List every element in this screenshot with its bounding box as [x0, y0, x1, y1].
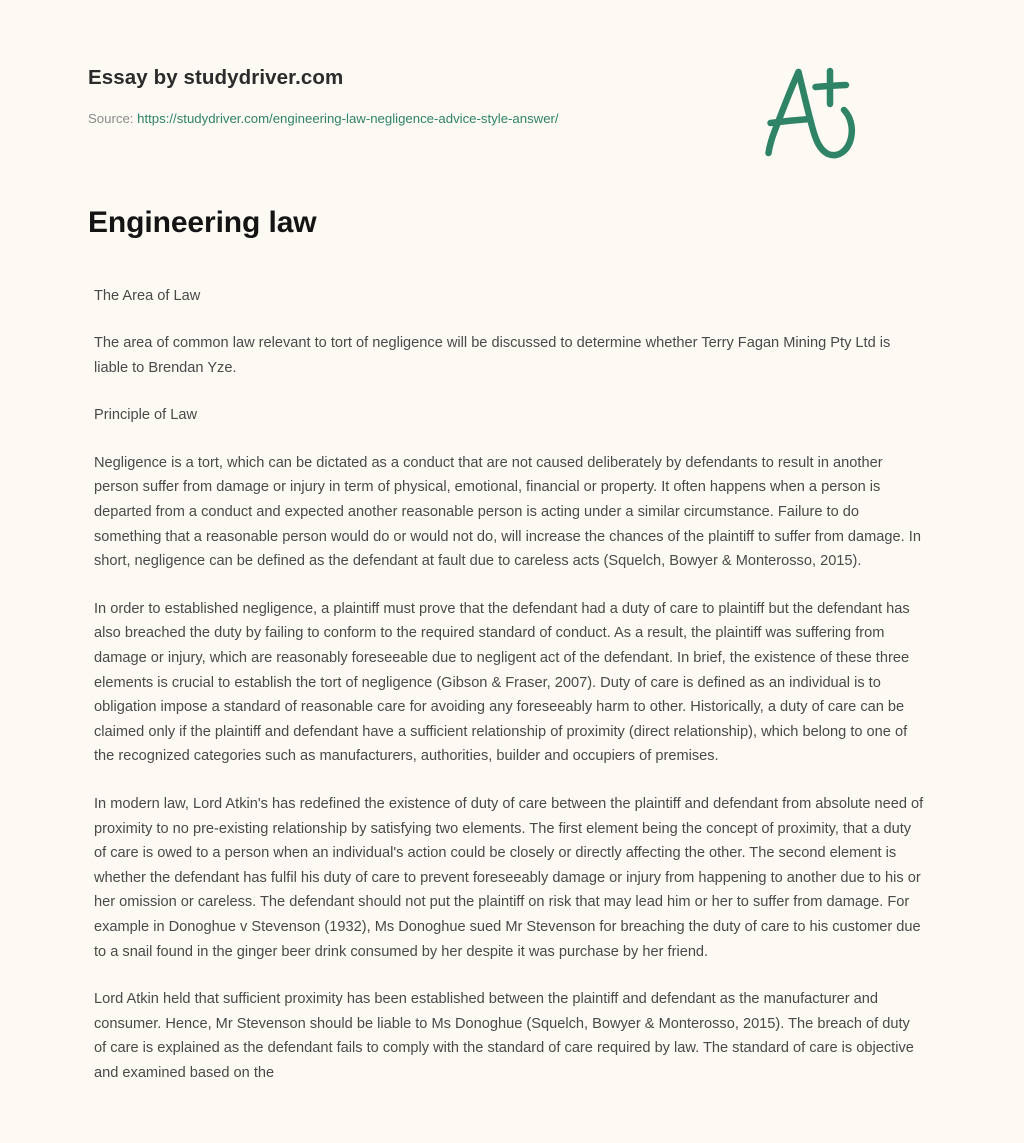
source-label: Source: [88, 110, 134, 126]
page-header [88, 0, 936, 126]
source-url-link[interactable]: https://studydriver.com/engineering-law-negligence-advice-style-answer/ [137, 110, 559, 126]
article-body [88, 284, 936, 1086]
paragraph: Lord Atkin held that sufficient proximity has been established between the plaintiff and defendant as the manufacturer and consumer. Hence, Mr Stevenson should be liable to Ms Donoghue (Squelch, Bowyer & Monterosso, 2015). The breach of duty of care is explained as the defendant fails to comply with the standard of care required by law. The standard of care is objective and examined based on the [94, 991, 914, 1081]
paragraph: The Area of Law [94, 287, 201, 304]
byline: Essay by studydriver.com [88, 66, 344, 89]
paragraph: Principle of Law [94, 407, 198, 424]
paragraph: In order to established negligence, a plaintiff must prove that the defendant had a duty of care to plaintiff but the defendant has also breached the duty by failing to conform to the required standard of conduct. As a result, the plaintiff was suffering from damage or injury, which are reasonably foreseeable due to negligent act of the defendant. In brief, the existence of these three elements is crucial to establish the tort of negligence (Gibson & Fraser, 2007). Duty of care is defined as an individual is to obligation impose a standard of reasonable care for avoiding any foreseeably harm to other. Historically, a duty of care can be claimed only if the plaintiff and defendant have a sufficient relationship of proximity (direct relationship), which belong to one of the recognized categories such as manufacturers, authorities, builder and occupiers of premises. [94, 600, 910, 765]
paragraph: Negligence is a tort, which can be dictated as a conduct that are not caused deliberately by defendants to result in another person suffer from damage or injury in term of physical, emotional, financial or property. It often happens when a person is departed from a conduct and expected another reasonable person is acting under a similar circumstance. Failure to do something that a reasonable person would do or would not do, will increase the chances of the plaintiff to suffer from damage. In short, negligence can be defined as the defendant at fault due to careless acts (Squelch, Bowyer & Monterosso, 2015). [94, 454, 921, 570]
paragraph: The area of common law relevant to tort of negligence will be discussed to determine whether Terry Fagan Mining Pty Ltd is liable to Brendan Yze. [94, 335, 891, 376]
page-title: Engineering law [88, 206, 317, 239]
a-plus-logo-icon [758, 66, 862, 162]
paragraph: In modern law, Lord Atkin's has redefined the existence of duty of care between the plaintiff and defendant from absolute need of proximity to no pre-existing relationship by satisfying two elements. The first element being the concept of proximity, that a duty of care is owed to a person when an individual's action could be closely or directly affecting the other. The second element is whether the defendant has fulfil his duty of care to prevent foreseeably damage or injury from happening to another due to his or her omission or careless. The defendant should not put the plaintiff on risk that may lead him or her to suffer from damage. For example in Donoghue v Stevenson (1932), Ms Donoghue sued Mr Stevenson for breaching the duty of care to his customer due to a snail found in the ginger beer drink consumed by her despite it was purchase by her friend. [94, 796, 924, 960]
article [88, 120, 936, 1086]
